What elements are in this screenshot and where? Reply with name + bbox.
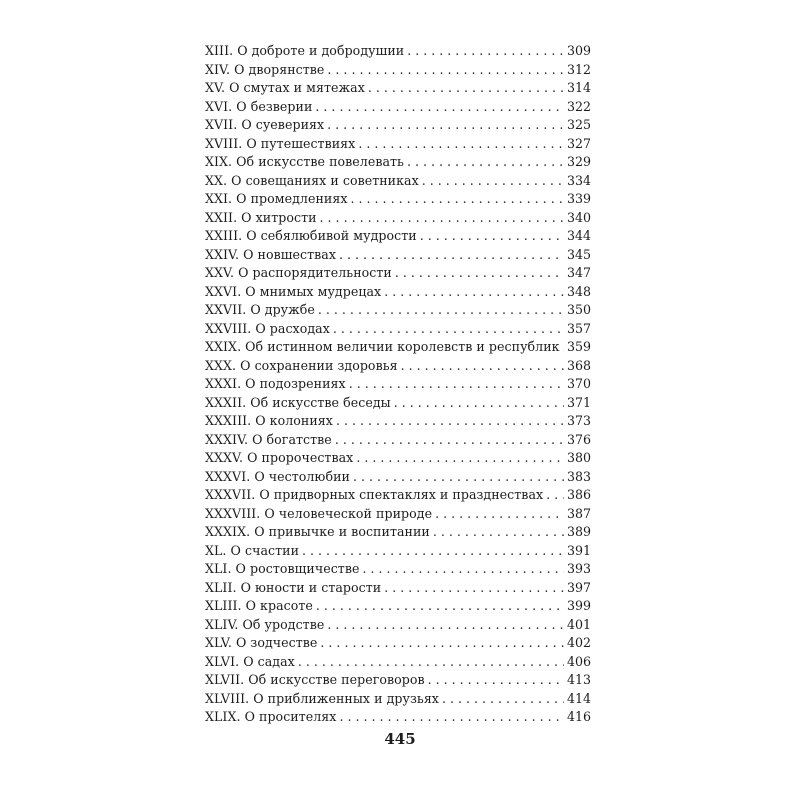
toc-leader-dots — [394, 394, 564, 413]
toc-leader-dots — [316, 597, 564, 616]
toc-leader-dots — [327, 616, 564, 635]
toc-leader-dots — [422, 172, 564, 191]
toc-leader-dots — [362, 560, 563, 579]
toc-entry-title: XX. О совещаниях и советниках — [205, 172, 419, 188]
toc-entry — [205, 394, 591, 413]
toc-entry-page: 383 — [566, 468, 591, 484]
toc-leader-dots — [333, 320, 564, 339]
toc-leader-dots — [339, 708, 563, 727]
toc-entry — [205, 264, 591, 283]
toc-leader-dots — [407, 42, 564, 61]
toc-entry-page: 399 — [566, 598, 591, 613]
toc-entry — [205, 690, 591, 709]
toc-entry-page: 314 — [566, 80, 591, 95]
toc-leader-dots — [546, 486, 564, 505]
toc-leader-dots — [327, 116, 564, 135]
toc-entry — [205, 449, 591, 468]
toc-entry-title: XVIII. О путешествиях — [205, 135, 356, 151]
toc-leader-dots — [384, 579, 564, 598]
toc-entry — [205, 98, 591, 117]
toc-leader-dots — [368, 79, 564, 98]
toc-entry — [205, 505, 591, 524]
toc-entry-page: 312 — [566, 61, 591, 77]
toc-entry-page: 334 — [566, 172, 591, 188]
toc-leader-dots — [320, 209, 564, 228]
toc-leader-dots — [420, 227, 564, 246]
toc-entry — [205, 246, 591, 265]
toc-entry-title: XVII. О суевериях — [205, 117, 325, 132]
toc-entry-title: XXII. О хитрости — [205, 209, 317, 225]
toc-entry-title: XLI. О ростовщичестве — [205, 561, 360, 576]
toc-entry-page: 339 — [566, 191, 591, 206]
toc-entry-title: XXV. О распорядительности — [205, 265, 392, 280]
toc-entry-page: 322 — [566, 98, 591, 114]
toc-entry — [205, 172, 591, 191]
toc-leader-dots — [335, 431, 564, 450]
toc-entry — [205, 79, 591, 98]
toc-entry-title: XXIX. Об истинном величии королевств и республик — [205, 339, 560, 354]
toc-entry-title: XXXV. О пророчествах — [205, 450, 354, 465]
toc-entry-title: XXVI. О мнимых мудрецах — [205, 283, 382, 299]
toc-entry — [205, 338, 591, 357]
toc-leader-dots — [336, 412, 564, 431]
toc-leader-dots — [351, 190, 564, 209]
toc-entry-title: XV. О смутах и мятежах — [205, 80, 365, 95]
page-number: 445 — [384, 730, 416, 748]
toc-leader-dots — [435, 505, 564, 524]
toc-entry-title: XXXVIII. О человеческой природе — [205, 505, 433, 521]
toc-entry — [205, 375, 591, 394]
toc-entry-title: XIV. О дворянстве — [205, 61, 325, 77]
toc-entry — [205, 412, 591, 431]
toc-entry-page: 373 — [566, 413, 591, 428]
toc-entry-page: 406 — [566, 653, 591, 669]
toc-entry — [205, 61, 591, 80]
toc-entry-page: 413 — [566, 672, 591, 687]
toc-entry-page: 416 — [566, 709, 591, 724]
toc-entry-page: 389 — [566, 524, 591, 539]
toc-entry — [205, 153, 591, 172]
toc-entry-title: XXXI. О подозрениях — [205, 376, 346, 391]
toc-entry-page: 370 — [566, 376, 591, 391]
toc-entry — [205, 653, 591, 672]
toc-entry-title: XIII. О доброте и добродушии — [205, 43, 405, 58]
toc-entry — [205, 227, 591, 246]
table-of-contents — [205, 42, 591, 727]
toc-entry-page: 387 — [566, 505, 591, 521]
toc-entry — [205, 616, 591, 635]
toc-leader-dots — [356, 449, 564, 468]
toc-entry-title: XXVII. О дружбе — [205, 302, 315, 317]
toc-entry — [205, 634, 591, 653]
toc-entry-title: XXXVII. О придворных спектаклях и празднествах — [205, 487, 544, 502]
toc-entry-title: XLVI. О садах — [205, 653, 295, 669]
toc-entry-title: XLIX. О просителях — [205, 709, 337, 724]
toc-entry-page: 380 — [566, 450, 591, 465]
toc-leader-dots — [401, 357, 564, 376]
toc-entry-page: 386 — [566, 487, 591, 502]
toc-entry — [205, 486, 591, 505]
toc-entry-page: 344 — [566, 228, 591, 243]
toc-entry-page: 397 — [566, 579, 591, 595]
toc-leader-dots — [407, 153, 564, 172]
toc-entry-page: 414 — [566, 690, 591, 706]
toc-entry-title: XLIII. О красоте — [205, 598, 313, 613]
toc-entry — [205, 116, 591, 135]
toc-entry-page: 327 — [566, 135, 591, 151]
toc-entry — [205, 357, 591, 376]
toc-leader-dots — [318, 301, 564, 320]
toc-entry-page: 350 — [566, 302, 591, 317]
toc-entry — [205, 579, 591, 598]
toc-entry-title: XVI. О безверии — [205, 98, 313, 114]
toc-entry — [205, 283, 591, 302]
toc-entry — [205, 597, 591, 616]
toc-entry — [205, 431, 591, 450]
toc-entry-page: 371 — [566, 394, 591, 410]
toc-entry-page: 325 — [566, 117, 591, 132]
toc-entry-page: 391 — [566, 542, 591, 558]
toc-leader-dots — [339, 246, 564, 265]
toc-leader-dots — [298, 653, 564, 672]
toc-leader-dots — [358, 135, 564, 154]
toc-entry — [205, 320, 591, 339]
toc-entry-title: XLVII. Об искусстве переговоров — [205, 672, 425, 687]
toc-entry-page: 359 — [566, 339, 591, 354]
toc-entry-page: 393 — [566, 561, 591, 576]
toc-entry-page: 347 — [566, 265, 591, 280]
toc-leader-dots — [349, 375, 564, 394]
toc-entry-title: XXIII. О себялюбивой мудрости — [205, 228, 417, 243]
toc-entry — [205, 468, 591, 487]
toc-leader-dots — [302, 542, 564, 561]
toc-entry-title: XXX. О сохранении здоровья — [205, 357, 398, 373]
toc-entry-title: XXXIII. О колониях — [205, 413, 333, 428]
toc-entry-page: 357 — [566, 320, 591, 336]
toc-leader-dots — [315, 98, 564, 117]
toc-entry-title: XXXVI. О честолюбии — [205, 468, 350, 484]
toc-entry — [205, 301, 591, 320]
toc-entry-title: XXVIII. О расходах — [205, 320, 330, 336]
toc-leader-dots — [442, 690, 564, 709]
toc-leader-dots — [563, 338, 564, 357]
toc-leader-dots — [384, 283, 564, 302]
toc-leader-dots — [395, 264, 564, 283]
toc-leader-dots — [428, 671, 564, 690]
toc-entry — [205, 542, 591, 561]
toc-entry-title: XXI. О промедлениях — [205, 191, 348, 206]
toc-entry — [205, 560, 591, 579]
toc-entry-title: XXIV. О новшествах — [205, 246, 336, 262]
toc-entry-title: XLV. О зодчестве — [205, 635, 318, 650]
toc-entry — [205, 708, 591, 727]
toc-entry — [205, 135, 591, 154]
toc-leader-dots — [320, 634, 564, 653]
toc-entry-page: 309 — [566, 43, 591, 58]
toc-entry — [205, 190, 591, 209]
toc-entry-page: 329 — [566, 154, 591, 169]
toc-entry — [205, 523, 591, 542]
toc-entry-title: XXXIX. О привычке и воспитании — [205, 524, 430, 539]
toc-entry-page: 340 — [566, 209, 591, 225]
toc-entry-title: XLII. О юности и старости — [205, 579, 382, 595]
toc-entry — [205, 42, 591, 61]
toc-entry — [205, 671, 591, 690]
toc-entry — [205, 209, 591, 228]
toc-entry-title: XL. О счастии — [205, 542, 300, 558]
toc-entry-page: 348 — [566, 283, 591, 299]
toc-leader-dots — [353, 468, 564, 487]
toc-entry-page: 376 — [566, 431, 591, 447]
toc-entry-title: XIX. Об искусстве повелевать — [205, 154, 404, 169]
toc-leader-dots — [433, 523, 564, 542]
toc-entry-title: XXXII. Об искусстве беседы — [205, 394, 391, 410]
toc-entry-page: 345 — [566, 246, 591, 262]
toc-entry-title: XLIV. Об уродстве — [205, 616, 325, 632]
toc-entry-page: 402 — [566, 635, 591, 650]
toc-leader-dots — [327, 61, 564, 80]
toc-entry-title: XLVIII. О приближенных и друзьях — [205, 690, 439, 706]
toc-entry-title: XXXIV. О богатстве — [205, 431, 332, 447]
toc-entry-page: 401 — [566, 616, 591, 632]
toc-entry-page: 368 — [566, 357, 591, 373]
